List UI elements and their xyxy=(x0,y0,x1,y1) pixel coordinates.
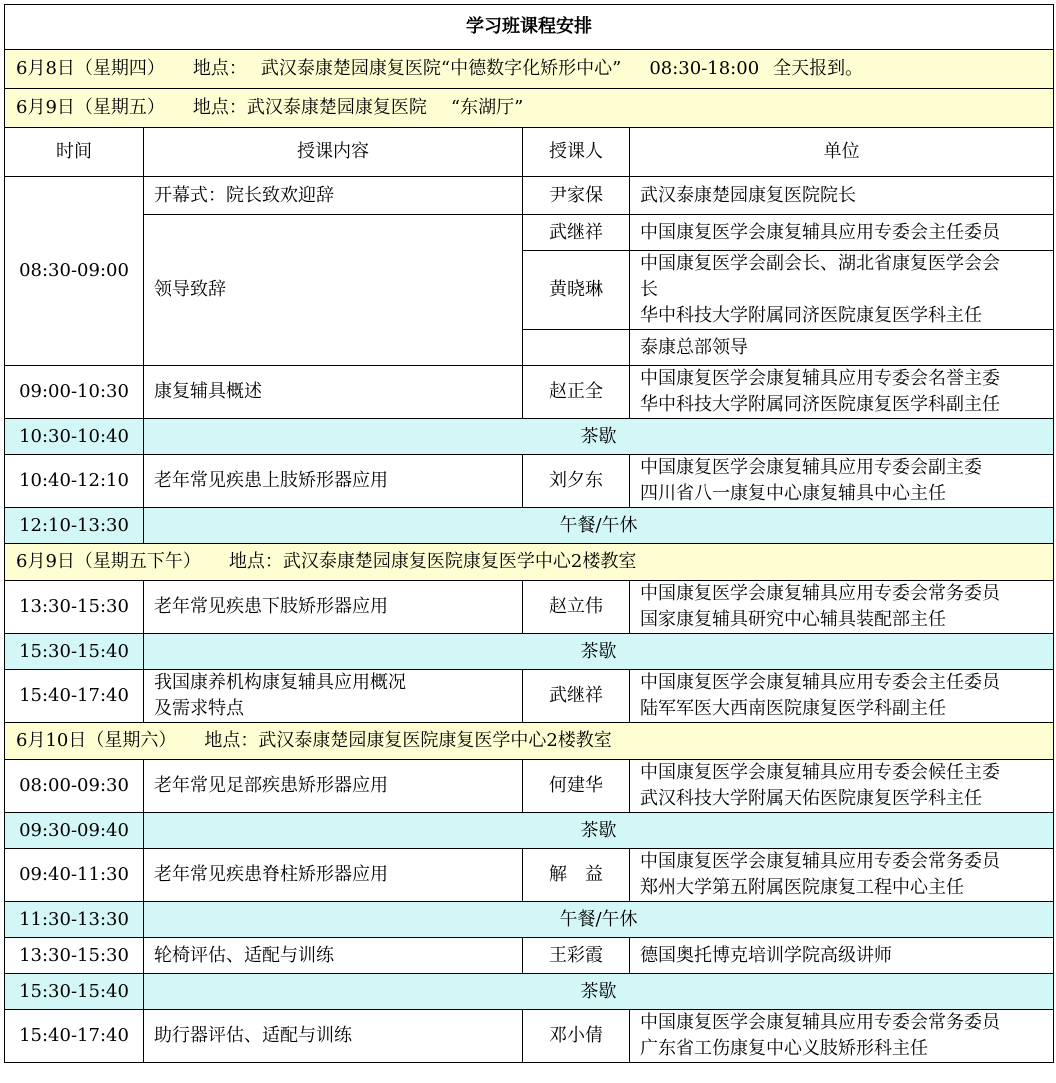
section-row-jun9 xyxy=(5,89,1054,128)
time-cell: 08:00-09:30 xyxy=(5,760,144,813)
table-row xyxy=(5,215,1054,251)
unit-line: 广东省工伤康复中心义肢矫形科主任 xyxy=(640,1038,928,1059)
content-line: 及需求特点 xyxy=(154,698,244,719)
time-cell: 15:40-17:40 xyxy=(5,1010,144,1063)
time-cell: 11:30-13:30 xyxy=(5,902,144,938)
section-date: 6月9日（星期五） xyxy=(16,97,165,118)
time-cell: 15:30-15:40 xyxy=(5,634,144,670)
time-cell: 10:40-12:10 xyxy=(5,455,144,508)
lecturer-cell: 刘夕东 xyxy=(523,455,630,508)
lecturer-cell: 何建华 xyxy=(523,760,630,813)
section-venue: 武汉泰康楚园康复医院“中德数字化矫形中心” xyxy=(260,58,622,79)
content-cell: 康复辅具概述 xyxy=(144,366,523,419)
table-row xyxy=(5,177,1054,215)
break-label: 茶歇 xyxy=(144,974,1054,1010)
section-date: 6月10日（星期六） xyxy=(16,730,177,751)
lecturer-cell-empty xyxy=(523,330,630,366)
unit-cell xyxy=(630,366,1054,419)
section-row-jun10 xyxy=(5,723,1054,760)
title-row xyxy=(5,5,1054,50)
time-cell: 09:30-09:40 xyxy=(5,813,144,849)
lecturer-cell: 解 益 xyxy=(523,849,630,902)
section-venue: “东湖厅” xyxy=(450,97,524,118)
section-place: 地点：武汉泰康楚园康复医院康复医学中心2楼教室 xyxy=(228,551,637,572)
unit-line: 武汉科技大学附属天佑医院康复医学科主任 xyxy=(640,788,982,809)
unit-cell xyxy=(630,581,1054,634)
content-cell: 老年常见疾患下肢矫形器应用 xyxy=(144,581,523,634)
lecturer-cell: 邓小倩 xyxy=(523,1010,630,1063)
schedule-table xyxy=(4,4,1054,1063)
content-cell: 轮椅评估、适配与训练 xyxy=(144,938,523,974)
unit-cell xyxy=(630,251,1054,330)
unit-line: 中国康复医学会康复辅具应用专委会主任委员 xyxy=(640,672,1000,693)
lecturer-cell: 黄晓琳 xyxy=(523,251,630,330)
section-row-jun8 xyxy=(5,50,1054,89)
time-cell: 13:30-15:30 xyxy=(5,581,144,634)
break-row xyxy=(5,813,1054,849)
table-row xyxy=(5,455,1054,508)
time-cell: 12:10-13:30 xyxy=(5,508,144,544)
header-content: 授课内容 xyxy=(144,128,523,177)
time-cell: 09:40-11:30 xyxy=(5,849,144,902)
lecturer-cell: 赵正全 xyxy=(523,366,630,419)
section-time: 08:30-18:00 xyxy=(649,58,760,79)
lecturer-cell: 武继祥 xyxy=(523,670,630,723)
unit-cell: 武汉泰康楚园康复医院院长 xyxy=(630,177,1054,215)
table-row xyxy=(5,938,1054,974)
section-note: 全天报到。 xyxy=(773,58,864,79)
break-row xyxy=(5,974,1054,1010)
header-row xyxy=(5,128,1054,177)
unit-line: 中国康复医学会康复辅具应用专委会常务委员 xyxy=(640,1012,1000,1033)
table-row xyxy=(5,581,1054,634)
break-label: 茶歇 xyxy=(144,634,1054,670)
unit-line: 华中科技大学附属同济医院康复医学科副主任 xyxy=(640,394,1000,415)
page-title: 学习班课程安排 xyxy=(5,5,1054,50)
section-place: 地点：武汉泰康楚园康复医院 xyxy=(192,97,427,118)
unit-line: 中国康复医学会康复辅具应用专委会副主委 xyxy=(640,457,982,478)
section-date: 6月9日（星期五下午） xyxy=(16,551,201,572)
table-row xyxy=(5,670,1054,723)
unit-line: 四川省八一康复中心康复辅具中心主任 xyxy=(640,483,946,504)
time-cell: 15:40-17:40 xyxy=(5,670,144,723)
section-place-label: 地点： xyxy=(192,58,247,79)
content-cell: 助行器评估、适配与训练 xyxy=(144,1010,523,1063)
unit-cell xyxy=(630,455,1054,508)
section-header-jun8 xyxy=(5,50,1054,89)
table-row xyxy=(5,1010,1054,1063)
unit-cell xyxy=(630,1010,1054,1063)
time-cell: 09:00-10:30 xyxy=(5,366,144,419)
unit-cell xyxy=(630,670,1054,723)
unit-line: 长 xyxy=(640,279,658,300)
unit-line: 国家康复辅具研究中心辅具装配部主任 xyxy=(640,609,946,630)
section-row-jun9-pm xyxy=(5,544,1054,581)
section-date: 6月8日（星期四） xyxy=(16,58,165,79)
lecturer-cell: 尹家保 xyxy=(523,177,630,215)
content-cell: 老年常见足部疾患矫形器应用 xyxy=(144,760,523,813)
section-place: 地点：武汉泰康楚园康复医院康复医学中心2楼教室 xyxy=(204,730,612,751)
unit-line: 中国康复医学会副会长、湖北省康复医学会会 xyxy=(640,253,1000,274)
unit-cell xyxy=(630,849,1054,902)
break-label: 午餐/午休 xyxy=(144,508,1054,544)
content-cell xyxy=(144,670,523,723)
section-header-jun9 xyxy=(5,89,1054,128)
unit-line: 中国康复医学会康复辅具应用专委会名誉主委 xyxy=(640,368,1000,389)
content-cell: 领导致辞 xyxy=(144,215,523,366)
unit-line: 中国康复医学会康复辅具应用专委会常务委员 xyxy=(640,583,1000,604)
unit-line: 中国康复医学会康复辅具应用专委会常务委员 xyxy=(640,851,1000,872)
section-header-jun10 xyxy=(5,723,1054,760)
header-time: 时间 xyxy=(5,128,144,177)
section-header-jun9-pm xyxy=(5,544,1054,581)
break-row xyxy=(5,634,1054,670)
break-label: 茶歇 xyxy=(144,813,1054,849)
unit-line: 中国康复医学会康复辅具应用专委会候任主委 xyxy=(640,762,1000,783)
unit-cell: 泰康总部领导 xyxy=(630,330,1054,366)
unit-cell xyxy=(630,760,1054,813)
lecturer-cell: 赵立伟 xyxy=(523,581,630,634)
header-lecturer: 授课人 xyxy=(523,128,630,177)
content-cell: 开幕式：院长致欢迎辞 xyxy=(144,177,523,215)
break-label: 午餐/午休 xyxy=(144,902,1054,938)
unit-line: 郑州大学第五附属医院康复工程中心主任 xyxy=(640,877,964,898)
table-row xyxy=(5,760,1054,813)
content-line: 我国康养机构康复辅具应用概况 xyxy=(154,672,406,693)
content-cell: 老年常见疾患上肢矫形器应用 xyxy=(144,455,523,508)
time-cell: 08:30-09:00 xyxy=(5,177,144,366)
unit-line: 华中科技大学附属同济医院康复医学科主任 xyxy=(640,305,982,326)
unit-cell: 中国康复医学会康复辅具应用专委会主任委员 xyxy=(630,215,1054,251)
time-cell: 13:30-15:30 xyxy=(5,938,144,974)
unit-line: 陆军军医大西南医院康复医学科副主任 xyxy=(640,698,946,719)
break-row xyxy=(5,902,1054,938)
break-row xyxy=(5,419,1054,455)
content-cell: 老年常见疾患脊柱矫形器应用 xyxy=(144,849,523,902)
lecturer-cell: 王彩霞 xyxy=(523,938,630,974)
lecturer-cell: 武继祥 xyxy=(523,215,630,251)
table-row xyxy=(5,366,1054,419)
time-cell: 15:30-15:40 xyxy=(5,974,144,1010)
break-label: 茶歇 xyxy=(144,419,1054,455)
table-row xyxy=(5,849,1054,902)
unit-cell: 德国奥托博克培训学院高级讲师 xyxy=(630,938,1054,974)
break-row xyxy=(5,508,1054,544)
header-unit: 单位 xyxy=(630,128,1054,177)
time-cell: 10:30-10:40 xyxy=(5,419,144,455)
